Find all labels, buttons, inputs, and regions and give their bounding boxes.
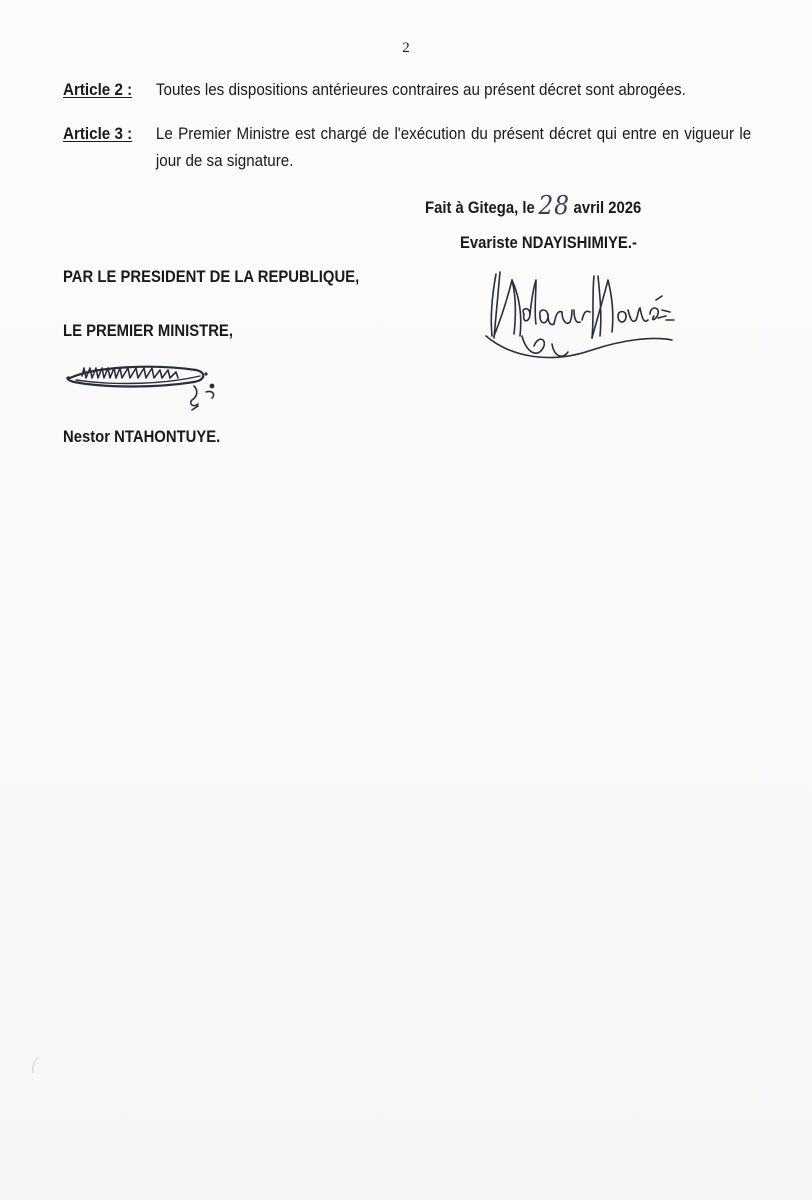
president-name: Evariste NDAYISHIMIYE.- xyxy=(460,234,637,252)
handwritten-day: 28 xyxy=(538,191,570,221)
article-label xyxy=(63,121,132,148)
paper-mark xyxy=(30,1055,40,1075)
president-signature xyxy=(482,266,682,366)
article-label xyxy=(63,77,132,104)
page-number: 2 xyxy=(402,40,410,56)
place-prefix: Fait à Gitega, le xyxy=(425,199,535,217)
premier-ministre-title: LE PREMIER MINISTRE, xyxy=(63,322,233,340)
minister-name: Nestor NTAHONTUYE. xyxy=(63,428,221,446)
article-2 xyxy=(63,77,698,104)
month-year: avril 2026 xyxy=(573,199,642,217)
article-text: Toutes les dispositions antérieures contraires au présent décret sont abrogées. xyxy=(155,81,686,99)
article-label-text: Article 2 xyxy=(63,81,123,99)
article-text: Le Premier Ministre est chargé de l'exécution du présent décret qui entre en vigueur le jour de sa signature. xyxy=(155,125,752,170)
article-colon: : xyxy=(122,81,133,99)
article-3 xyxy=(63,121,752,175)
article-label-text: Article 3 xyxy=(63,125,123,143)
article-colon: : xyxy=(122,125,133,143)
place-and-date xyxy=(425,190,641,220)
par-le-president: PAR LE PRESIDENT DE LA REPUBLIQUE, xyxy=(63,268,360,286)
minister-signature xyxy=(66,360,226,416)
